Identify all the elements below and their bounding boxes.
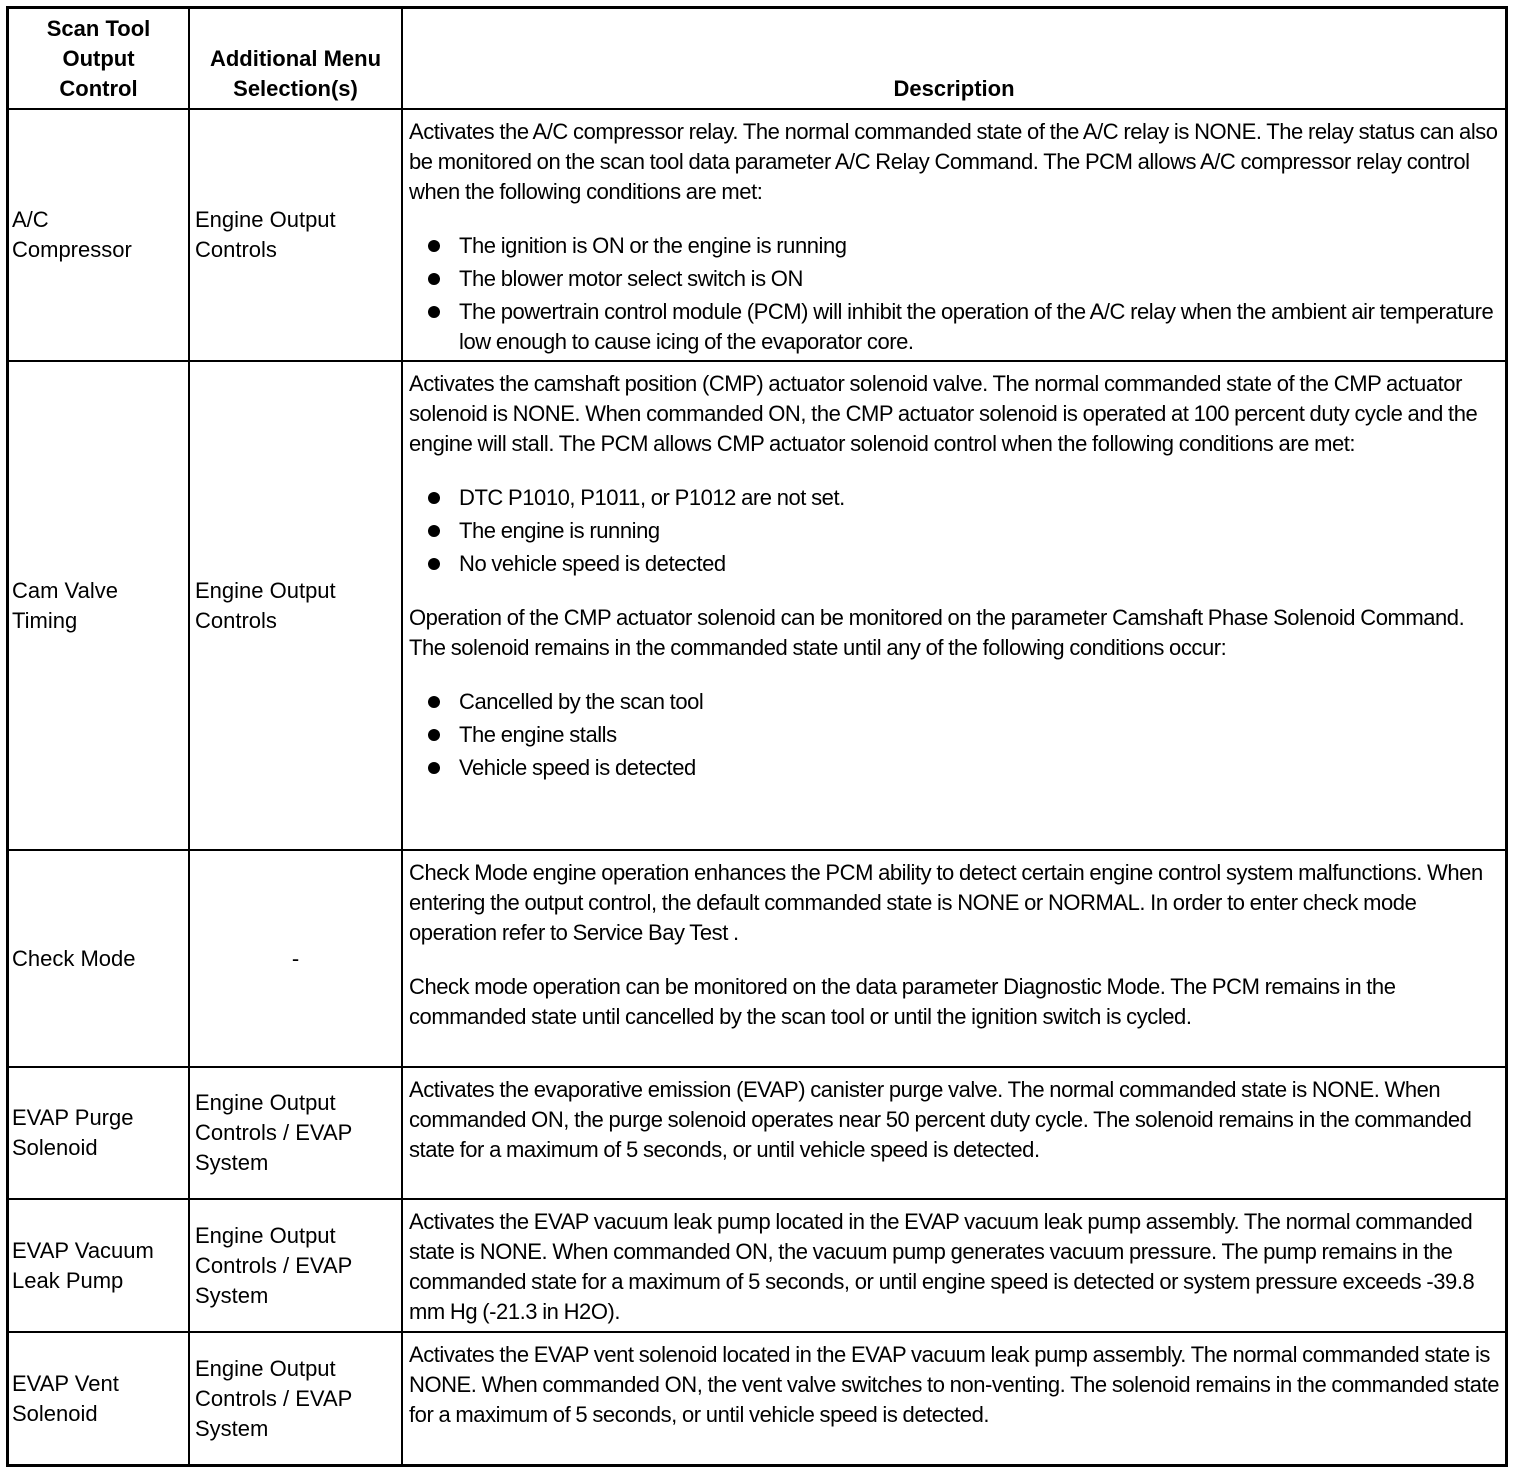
description-paragraph: Activates the EVAP vent solenoid located in the EVAP vacuum leak pump assembly. The normal commanded state is NONE. When commanded ON, the vent valve switches to non-venting. The solenoid remains in the commanded state for a maximum of 5 seconds, or until vehicle speed is detected. — [409, 1342, 1500, 1427]
condition-list-item: The powertrain control module (PCM) will inhibit the operation of the A/C relay when the ambient air temperature low enough to cause icing of the evaporator core. — [409, 297, 1501, 357]
output-control-cell — [9, 110, 188, 360]
description-cell — [403, 110, 1505, 360]
header-line: Output — [62, 46, 135, 71]
output-control-cell — [9, 1333, 188, 1464]
menu-selection-cell — [190, 1200, 401, 1331]
menu-selection-cell — [190, 362, 401, 849]
condition-list-item: No vehicle speed is detected — [409, 549, 1501, 579]
output-control-cell — [9, 1068, 188, 1198]
condition-list — [409, 483, 1501, 579]
menu-selection-text: Controls / EVAP — [195, 1252, 353, 1278]
output-control-cell — [9, 362, 188, 849]
menu-selection-cell — [190, 110, 401, 360]
output-control-name: Cam Valve — [12, 577, 118, 603]
description-paragraph: Operation of the CMP actuator solenoid can be monitored on the parameter Camshaft Phase Solenoid Command. The solenoid remains in the commanded state until any of the following conditions occur: — [409, 605, 1465, 660]
output-control-cell — [9, 1200, 188, 1331]
menu-selection-text: Controls / EVAP — [195, 1120, 353, 1145]
output-control-name: Check Mode — [12, 945, 136, 971]
description-cell — [403, 851, 1505, 1066]
condition-list-item: Vehicle speed is detected — [409, 753, 1501, 783]
menu-selection-text: Controls / EVAP — [195, 1385, 353, 1411]
menu-selection-text: System — [195, 1415, 269, 1441]
condition-list-item: The blower motor select switch is ON — [409, 264, 1501, 294]
condition-list-item: The engine stalls — [409, 720, 1501, 750]
menu-selection-cell — [190, 1333, 401, 1464]
condition-list-item: Cancelled by the scan tool — [409, 687, 1501, 717]
condition-list-item: The ignition is ON or the engine is running — [409, 231, 1501, 261]
output-control-cell — [9, 851, 188, 1066]
output-control-name: Solenoid — [12, 1400, 98, 1426]
description-paragraph: Activates the A/C compressor relay. The normal commanded state of the A/C relay is NONE. The relay status can also be monitored on the scan tool data parameter A/C Relay Command. The PCM allows A/C compressor relay control when the following conditions are met: — [409, 119, 1498, 204]
output-control-name: EVAP Purge — [12, 1105, 134, 1130]
output-control-name: Leak Pump — [12, 1267, 124, 1293]
menu-selection-text: System — [195, 1150, 269, 1175]
output-control-name: Compressor — [12, 237, 132, 262]
scan-tool-output-controls-table — [6, 6, 1508, 1467]
condition-list — [409, 687, 1501, 783]
description-paragraph: Activates the EVAP vacuum leak pump located in the EVAP vacuum leak pump assembly. The normal commanded state is NONE. When commanded ON, the vacuum pump generates vacuum pressure. The pump remains in the commanded state for a maximum of 5 seconds, or until engine speed is detected or system pressure exceeds -39.8 mm Hg (-21.3 in H2O). — [409, 1209, 1475, 1324]
condition-list-item: The engine is running — [409, 516, 1501, 546]
menu-selection-text: Engine Output — [195, 1355, 336, 1381]
description-cell — [403, 1200, 1505, 1331]
description-paragraph: Check Mode engine operation enhances the PCM ability to detect certain engine control system malfunctions. When entering the output control, the default commanded state is NONE or NORMAL. In order to enter check mode operation refer to Service Bay Test . — [409, 860, 1483, 945]
menu-selection-text: Engine Output — [195, 1090, 336, 1115]
output-control-name: A/C — [12, 207, 49, 232]
menu-selection-text: - — [291, 945, 300, 971]
menu-selection-text: System — [195, 1282, 269, 1308]
description-cell — [403, 1333, 1505, 1464]
menu-selection-text: Engine Output — [195, 1222, 336, 1248]
header-line: Selection(s) — [233, 76, 358, 101]
description-cell — [403, 1068, 1505, 1198]
description-cell — [403, 362, 1505, 849]
output-control-name: Timing — [12, 607, 78, 633]
condition-list — [409, 231, 1501, 357]
condition-list-item: DTC P1010, P1011, or P1012 are not set. — [409, 483, 1501, 513]
menu-selection-text: Engine Output — [195, 207, 336, 232]
header-description — [403, 9, 1505, 108]
menu-selection-cell — [190, 1068, 401, 1198]
header-line: Additional Menu — [209, 46, 382, 71]
menu-selection-text: Engine Output — [195, 577, 336, 603]
header-additional-menu-selections — [190, 9, 401, 108]
output-control-name: EVAP Vacuum — [12, 1237, 154, 1263]
menu-selection-text: Controls — [195, 237, 277, 262]
description-paragraph: Check mode operation can be monitored on the data parameter Diagnostic Mode. The PCM remains in the commanded state until cancelled by the scan tool or until the ignition switch is cycled. — [409, 974, 1396, 1029]
output-control-name: Solenoid — [12, 1135, 98, 1160]
header-scan-tool-output-control — [9, 9, 188, 108]
description-paragraph: Activates the camshaft position (CMP) actuator solenoid valve. The normal commanded state of the CMP actuator solenoid is NONE. When commanded ON, the CMP actuator solenoid is operated at 100 percent duty cycle and the engine will stall. The PCM allows CMP actuator solenoid control when the following conditions are met: — [409, 371, 1478, 456]
description-paragraph: Activates the evaporative emission (EVAP) canister purge valve. The normal commanded state is NONE. When commanded ON, the purge solenoid operates near 50 percent duty cycle. The solenoid remains in the commanded state for a maximum of 5 seconds, or until vehicle speed is detected. — [409, 1077, 1472, 1162]
output-control-name: EVAP Vent — [12, 1370, 119, 1396]
menu-selection-text: Controls — [195, 607, 277, 633]
menu-selection-cell — [190, 851, 401, 1066]
header-line: Description — [893, 76, 1015, 101]
header-line: Control — [59, 76, 138, 101]
header-line: Scan Tool — [46, 16, 151, 41]
